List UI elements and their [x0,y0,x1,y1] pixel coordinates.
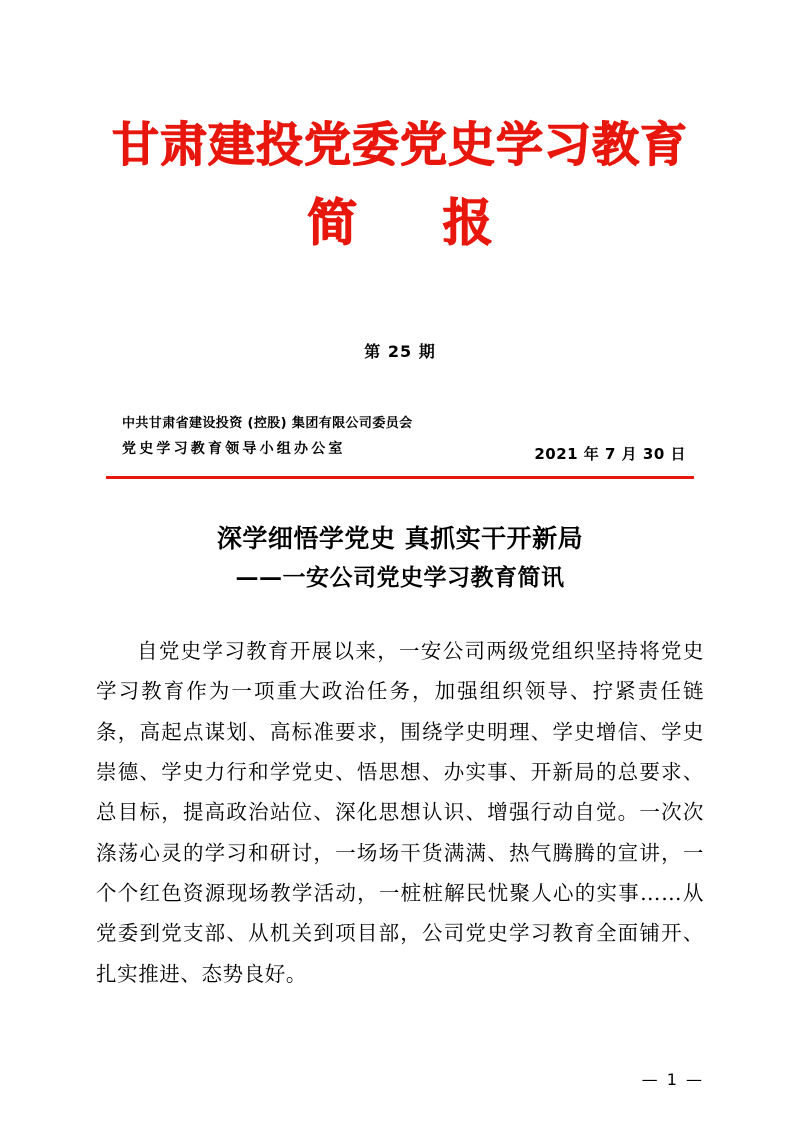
masthead [96,0,704,253]
article-title: 深学细悟学党史 真抓实干开新局 [216,524,584,554]
page-number: — 1 — [641,1070,704,1089]
article-body-paragraph: 自党史学习教育开展以来，一安公司两级党组织坚持将党史学习教育作为一项重大政治任务，加强组织领导、拧紧责任链条，高起点谋划、高标准要求，围绕学史明理、学史增信、学史崇德、学史力行和学党史、悟思想、办实事、开新局的总要求、总目标，提高政治站位、深化思想认识、增强行动自觉。一次次涤荡心灵的学习和研讨，一场场干货满满、热气腾腾的宣讲，一个个红色资源现场教学活动，一桩桩解民忧聚人心的实事……从党委到党支部、从机关到项目部，公司党史学习教育全面铺开、扎实推进、态势良好。 [96,638,704,986]
publisher-block [96,414,704,476]
publisher-organization: 中共甘肃省建设投资 (控股) 集团有限公司委员会 [122,416,413,432]
issue-number: 第 25 期 [364,342,436,362]
article-subtitle: ——一安公司党史学习教育简讯 [235,563,565,591]
masthead-subtitle: 简 报 [307,193,527,253]
red-divider-rule [106,476,694,479]
publish-date: 2021 年 7 月 30 日 [534,445,686,464]
article [96,520,704,994]
publisher-names [122,414,413,460]
publisher-office: 党史学习教育领导小组办公室 [122,440,346,457]
masthead-title: 甘肃建投党委党史学习教育 [112,118,688,173]
